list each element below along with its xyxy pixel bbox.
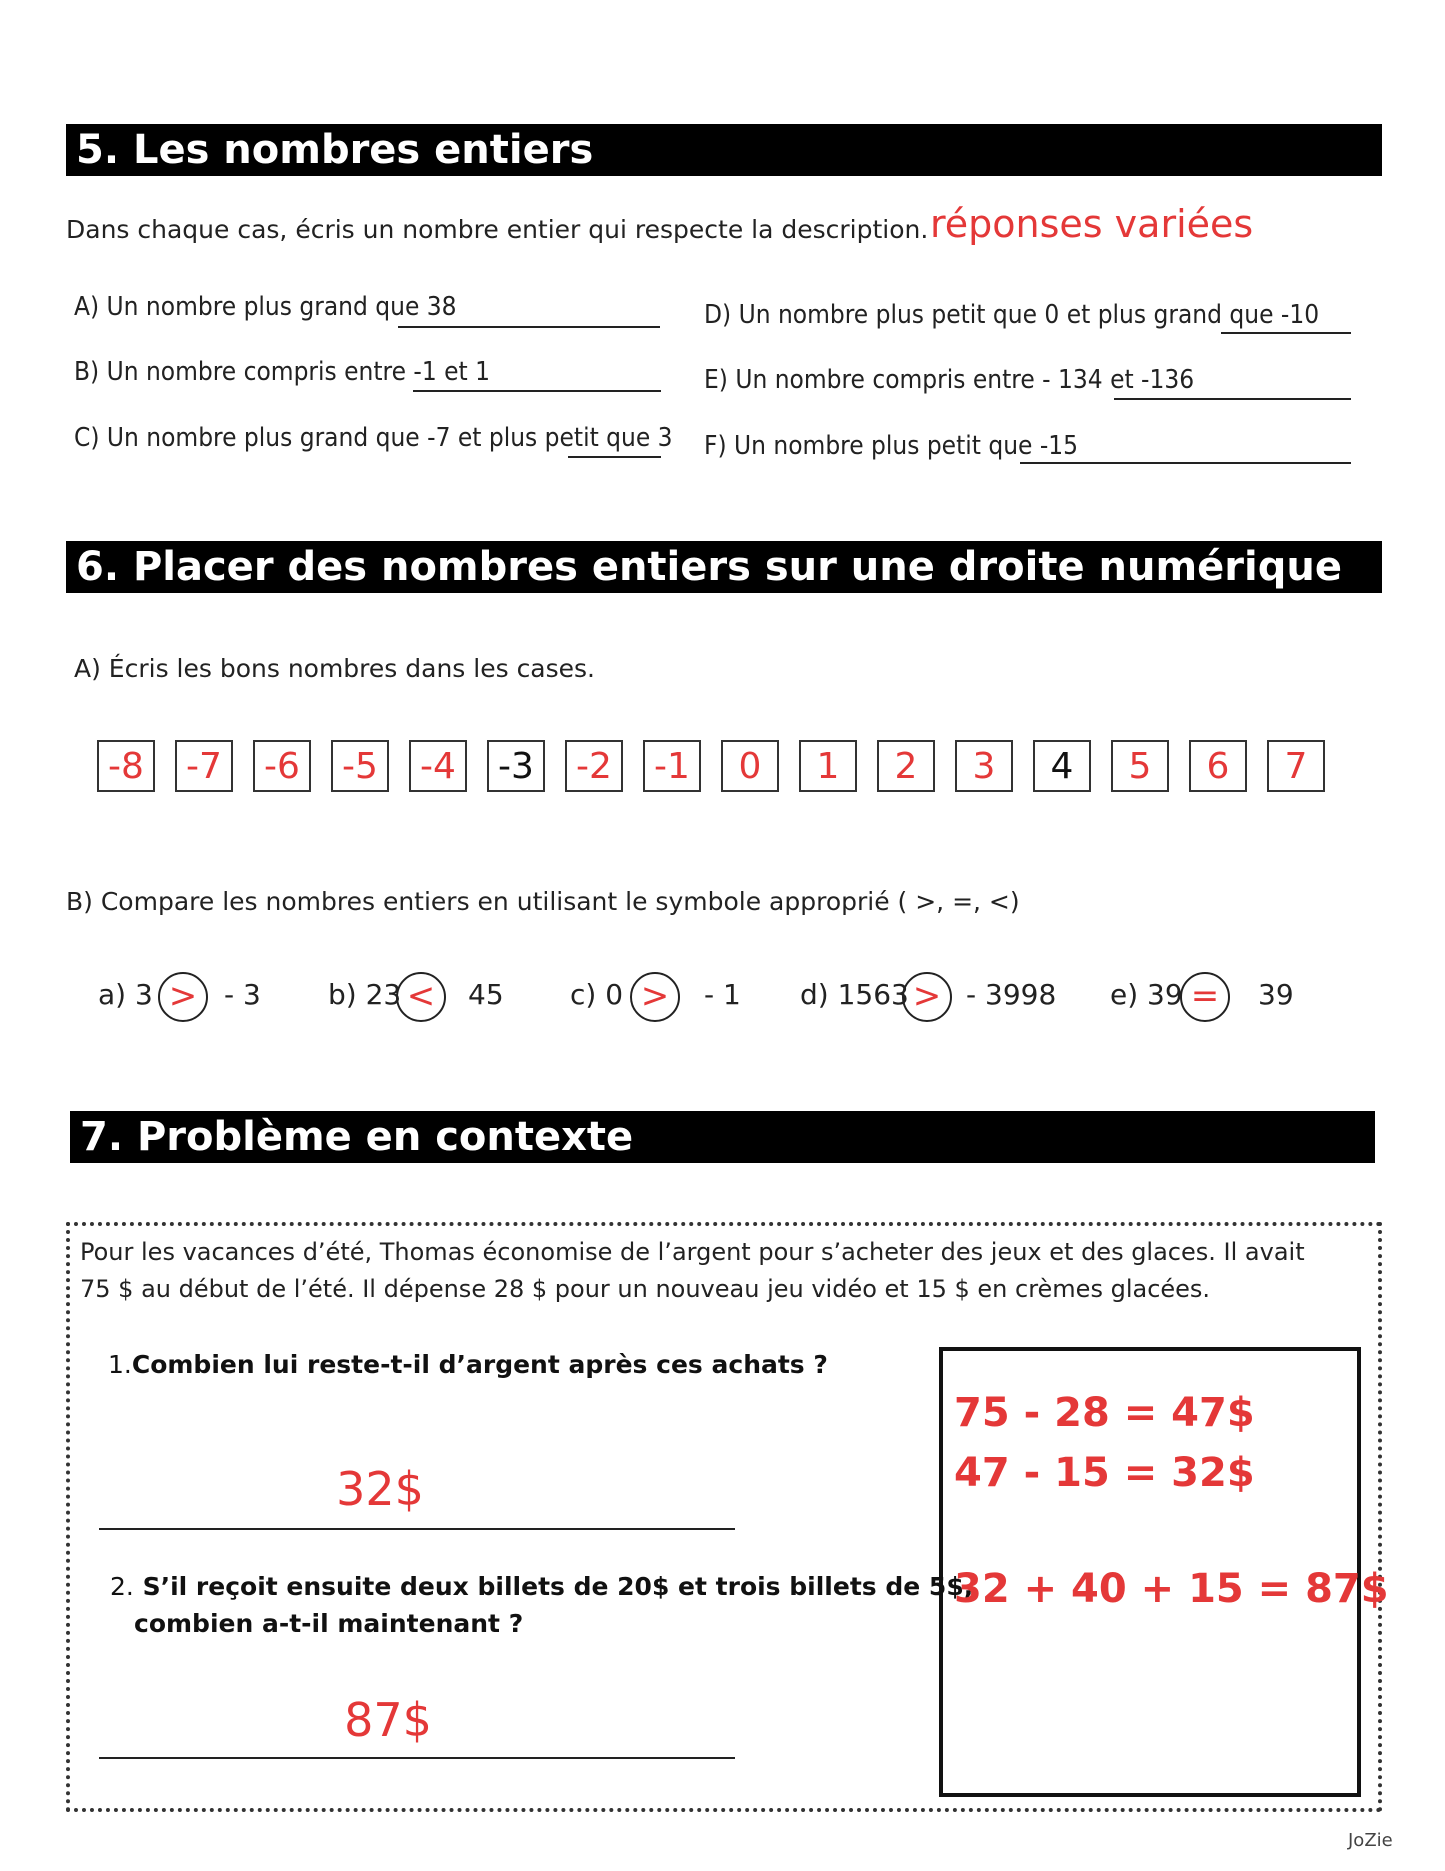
answer-line-b[interactable] bbox=[413, 390, 661, 392]
work-line-3: 32 + 40 + 15 = 87$ bbox=[954, 1566, 1389, 1612]
answer-line-c[interactable] bbox=[568, 456, 661, 458]
comparison-right: 45 bbox=[468, 978, 504, 1011]
question-2 bbox=[110, 1572, 973, 1601]
answer-line-e[interactable] bbox=[1114, 398, 1351, 400]
section-5-title-bar bbox=[66, 124, 1382, 176]
question-2-number: 2. bbox=[110, 1572, 134, 1601]
comparison-symbol[interactable]: = bbox=[1180, 972, 1230, 1022]
number-box[interactable]: -3 bbox=[487, 740, 545, 792]
number-box[interactable]: -7 bbox=[175, 740, 233, 792]
item-f: F) Un nombre plus petit que -15 bbox=[704, 431, 1079, 461]
number-box[interactable]: 5 bbox=[1111, 740, 1169, 792]
section-6-part-a: A) Écris les bons nombres dans les cases. bbox=[74, 654, 596, 683]
question-1-number: 1. bbox=[108, 1350, 132, 1379]
section-6-title-bar bbox=[66, 541, 1382, 593]
item-a: A) Un nombre plus grand que 38 bbox=[74, 292, 457, 322]
comparison-symbol[interactable]: > bbox=[902, 972, 952, 1022]
answer-2: 87$ bbox=[344, 1693, 432, 1747]
number-box[interactable]: 7 bbox=[1267, 740, 1325, 792]
comparison-right: - 3 bbox=[224, 978, 261, 1011]
problem-text-line-1: Pour les vacances d’été, Thomas économise de l’argent pour s’acheter des jeux et des glaces. Il avait bbox=[80, 1238, 1305, 1266]
comparison-left: e) 39 bbox=[1110, 978, 1183, 1011]
number-box[interactable]: 2 bbox=[877, 740, 935, 792]
answer-line-a[interactable] bbox=[398, 326, 660, 328]
comparison-symbol[interactable]: > bbox=[158, 972, 208, 1022]
number-box[interactable]: 4 bbox=[1033, 740, 1091, 792]
question-1 bbox=[108, 1350, 828, 1379]
answer-line-d[interactable] bbox=[1221, 332, 1351, 334]
number-box[interactable]: -6 bbox=[253, 740, 311, 792]
item-e: E) Un nombre compris entre - 134 et -136 bbox=[704, 365, 1195, 395]
number-box[interactable]: -2 bbox=[565, 740, 623, 792]
section-5-instruction: Dans chaque cas, écris un nombre entier qui respecte la description. bbox=[66, 215, 929, 244]
section-7-title-bar bbox=[70, 1111, 1375, 1163]
number-box[interactable]: 3 bbox=[955, 740, 1013, 792]
question-1-text: Combien lui reste-t-il d’argent après ces achats ? bbox=[131, 1350, 828, 1379]
footer-brand: JoZie bbox=[1348, 1830, 1393, 1851]
comparison-left: a) 3 bbox=[98, 978, 153, 1011]
number-box[interactable]: -8 bbox=[97, 740, 155, 792]
answer-2-line[interactable] bbox=[99, 1757, 735, 1759]
comparison-right: 39 bbox=[1258, 978, 1294, 1011]
comparison-right: - 3998 bbox=[966, 978, 1057, 1011]
item-c: C) Un nombre plus grand que -7 et plus petit que 3 bbox=[74, 423, 673, 453]
comparison-left: c) 0 bbox=[570, 978, 624, 1011]
answer-1: 32$ bbox=[336, 1462, 424, 1516]
number-box[interactable]: -4 bbox=[409, 740, 467, 792]
section-7-title: 7. Problème en contexte bbox=[80, 1114, 634, 1160]
comparison-left: d) 1563 bbox=[800, 978, 909, 1011]
question-2-line-1: S’il reçoit ensuite deux billets de 20$ et trois billets de 5$, bbox=[142, 1572, 974, 1601]
number-box[interactable]: 0 bbox=[721, 740, 779, 792]
number-box[interactable]: 6 bbox=[1189, 740, 1247, 792]
problem-text-line-2: 75 $ au début de l’été. Il dépense 28 $ pour un nouveau jeu vidéo et 15 $ en crèmes glacées. bbox=[80, 1275, 1211, 1303]
work-line-1: 75 - 28 = 47$ bbox=[954, 1390, 1255, 1436]
section-6-part-b: B) Compare les nombres entiers en utilisant le symbole approprié ( >, =, <) bbox=[66, 887, 1020, 916]
section-5-note: réponses variées bbox=[930, 202, 1254, 246]
section-6-title: 6. Placer des nombres entiers sur une droite numérique bbox=[76, 544, 1342, 590]
item-d: D) Un nombre plus petit que 0 et plus grand que -10 bbox=[704, 300, 1320, 330]
answer-line-f[interactable] bbox=[1020, 462, 1351, 464]
answer-1-line[interactable] bbox=[99, 1528, 735, 1530]
comparison-symbol[interactable]: < bbox=[396, 972, 446, 1022]
item-b: B) Un nombre compris entre -1 et 1 bbox=[74, 357, 491, 387]
comparison-symbol[interactable]: > bbox=[630, 972, 680, 1022]
comparison-right: - 1 bbox=[704, 978, 741, 1011]
number-box[interactable]: -5 bbox=[331, 740, 389, 792]
comparison-left: b) 23 bbox=[328, 978, 402, 1011]
number-box[interactable]: 1 bbox=[799, 740, 857, 792]
work-line-2: 47 - 15 = 32$ bbox=[954, 1450, 1255, 1496]
section-5-title: 5. Les nombres entiers bbox=[76, 127, 594, 173]
question-2-cont: combien a-t-il maintenant ? bbox=[134, 1609, 524, 1638]
number-box[interactable]: -1 bbox=[643, 740, 701, 792]
